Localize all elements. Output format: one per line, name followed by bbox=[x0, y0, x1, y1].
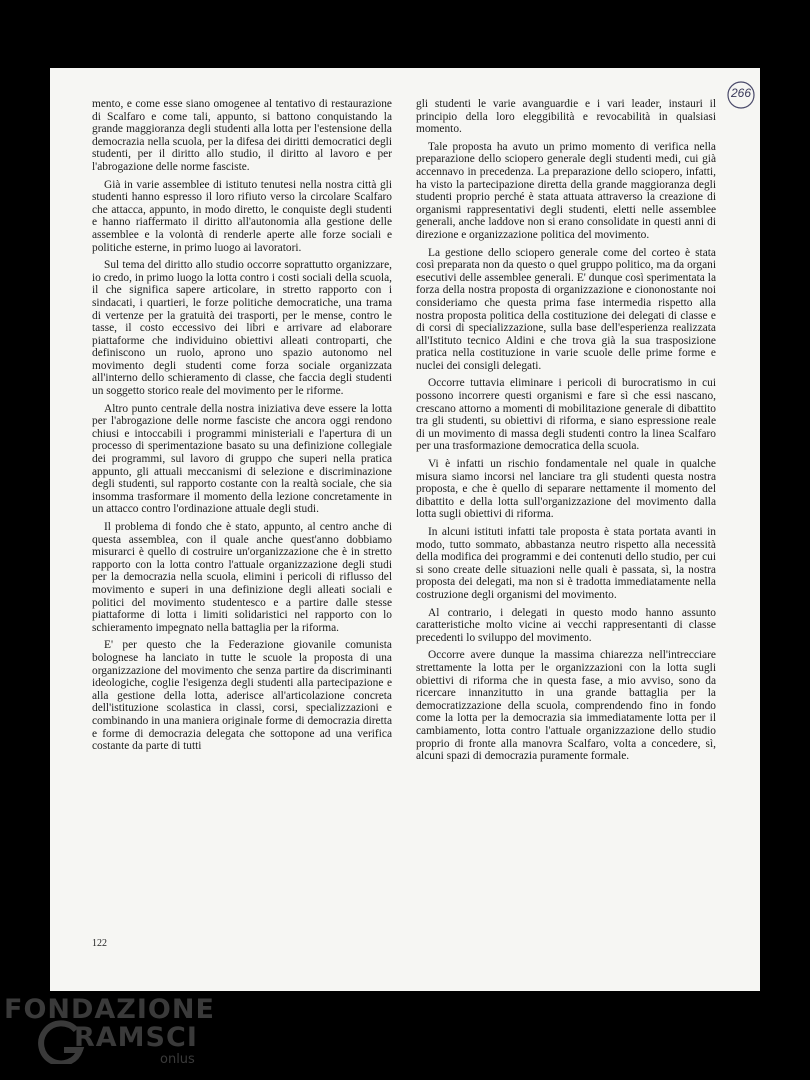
left-column bbox=[92, 98, 392, 758]
paragraph: Al contrario, i delegati in questo modo hanno assunto caratteristiche molto vicine ai vecchi rappresentanti di classe precedenti lo sviluppo del movimento. bbox=[416, 606, 716, 644]
page-number: 122 bbox=[92, 938, 107, 949]
paragraph: Tale proposta ha avuto un primo momento di verifica nella preparazione dello sciopero generale degli studenti medi, cui già accennavo in precedenza. La preparazione dello sciopero, infatti, ha visto la partecipazione diretta della grande maggioranza degli studenti proprio perché è stata attuata attraverso la creazione di organismi rappresentativi degli studenti, eletti nelle assemblee generali, anche laddove non si erano consolidate in questi anni di direzione e organizzazione politica del movimento. bbox=[416, 140, 716, 241]
paragraph: Occorre avere dunque la massima chiarezza nell'intrecciare strettamente la lotta per le organizzazioni con la lotta sugli obiettivi di riforma che in questa fase, a mio avviso, sono da ricercare innanzitutto in una grande battaglia per la democratizzazione della scuola, comprendendo fino in fondo come la lotta per la democrazia sia immediatamente lotta per il cambiamento, lotta contro l'attuale organizzazione dello studio proprio di fronte alla manovra Scalfaro, volta a concedere, sì, alcuni spazi di democrazia puramente formale. bbox=[416, 649, 716, 763]
archive-number: 266 bbox=[730, 86, 752, 100]
paragraph: Già in varie assemblee di istituto tenutesi nella nostra città gli studenti hanno espresso il loro rifiuto verso la circolare Scalfaro che attacca, appunto, in modo diretto, le conquiste degli studenti e hanno riaffermato il diritto all'autonomia alla gestione delle assemblee e la volontà di renderle aperte alle forze sociali e politiche esterne, in primo luogo ai lavoratori. bbox=[92, 178, 392, 254]
archive-number-stamp bbox=[726, 80, 756, 110]
fondazione-gramsci-watermark bbox=[0, 992, 240, 1080]
paragraph: Altro punto centrale della nostra iniziativa deve essere la lotta per l'abrogazione delle norme fasciste che ancora oggi rendono chiusi e intoccabili i programmi ministeriali e l'apertura di un processo di sperimentazione basato su una definizione collegiale dei programmi, sul lavoro di gruppo che superi nella pratica appunto, gli attuali meccanismi di selezione e discriminazione degli studenti, sul rapporto costante con la realtà sociale, che sia insomma trasformare il momento della lezione concretamente in un attacco contro l'ordinazione attuale degli studi. bbox=[92, 402, 392, 516]
right-column bbox=[416, 98, 716, 768]
watermark-line2: RAMSCI bbox=[74, 1022, 198, 1053]
document-page bbox=[50, 68, 760, 991]
watermark-sub: onlus bbox=[160, 1052, 195, 1067]
paragraph: Sul tema del diritto allo studio occorre soprattutto organizzare, io credo, in primo luogo la lotta contro i costi sociali della scuola, il che significa sapere articolare, in stretto rapporto con i sindacati, i quartieri, le forze politiche democratiche, una trama di vertenze per la gratuità dei trasporti, per le mense, contro le tasse, il costo eccessivo dei libri e arrivare ad elaborare piattaforme che individuino obiettivi alleati controparti, che definiscono un ruolo, aprono uno spazio autonomo nel movimento degli studenti come forza sociale organizzata all'interno dello schieramento di classe, che faccia degli studenti un soggetto storico reale del movimento per le riforme. bbox=[92, 259, 392, 398]
paragraph: E' per questo che la Federazione giovanile comunista bolognese ha lanciato in tutte le scuole la proposta di una organizzazione del movimento che senza partire da discriminanti ideologiche, coglie l'esigenza degli studenti alla partecipazione e alla gestione della lotta, aderisce all'articolazione concreta dell'istituzione scolastica in classi, corsi, specializzazioni e combinando in una maniera originale forme di democrazia diretta e forme di democrazia delegata che sottopone ad una verifica costante da parte di tutti bbox=[92, 639, 392, 753]
paragraph: mento, e come esse siano omogenee al tentativo di restaurazione di Scalfaro e come tali, appunto, si battono conquistando la grande maggioranza degli studenti alla lotta per l'estensione della democrazia nella scuola, per la difesa dei diritti democratici degli studenti, per il diritto allo studio, il diritto al lavoro e per l'abrogazione delle norme fasciste. bbox=[92, 98, 392, 173]
paragraph: In alcuni istituti infatti tale proposta è stata portata avanti in modo, tutto sommato, abbastanza neutro rispetto alla necessità della modifica dei programmi e dei contenuti dello studio, per cui si sono create delle situazioni nelle quali è passata, sì, la nostra proposta dei delegati, ma non si è tradotta immediatamente nella costruzione degli organismi del movimento. bbox=[416, 526, 716, 601]
paragraph: gli studenti le varie avanguardie e i vari leader, instauri il principio della loro eleggibilità e revocabilità in qualsiasi momento. bbox=[416, 98, 716, 136]
paragraph: La gestione dello sciopero generale come del corteo è stata così preparata non da questo o quel gruppo politico, ma da organi esecutivi delle assemblee generali. E' dunque così sperimentata la forza della nostra proposta di organizzazione e ciononostante noi consideriamo che questa prima fase intermedia rispetto alla nostra proposta politica della costituzione dei delegati di classe e di corsi di specializzazione, sulla base dell'esperienza realizzata all'Istituto tecnico Aldini e che trova già la sua trasposizione pratica nella costituzione in varie scuole delle prime forme e nuclei dei consigli delegati. bbox=[416, 246, 716, 372]
paragraph: Vi è infatti un rischio fondamentale nel quale in qualche misura siamo incorsi nel lanciare tra gli studenti questa nostra proposta, e che è quello di separare nettamente il momento del dibattito e della lotta sull'organizzazione del movimento dalla lotta sugli obiettivi di riforma. bbox=[416, 458, 716, 521]
paragraph: Occorre tuttavia eliminare i pericoli di burocratismo in cui possono incorrere questi organismi e fare sì che essi nascano, crescano attorno a momenti di mobilitazione generale di dibattito tra gli studenti, su obiettivi di riforma, e siano espressione reale di un movimento di massa degli studenti contro la linea Scalfaro per una trasformazione democratica della scuola. bbox=[416, 377, 716, 453]
paragraph: Il problema di fondo che è stato, appunto, al centro anche di questa assemblea, con il quale anche quest'anno dobbiamo misurarci è quello di costruire un'organizzazione che è in stretto rapporto con la lotta contro l'attuale organizzazione degli studi per la democrazia nella scuola, elimini i pericoli di riflusso del movimento e superi in una definizione degli alleati sociali e politici del movimento studentesco e a partire dalle stesse piattaforme di lotta i limiti solidaristici nel rapporto con lo schieramento impegnato nella battaglia per la riforma. bbox=[92, 521, 392, 634]
watermark-line1: FONDAZIONE bbox=[4, 994, 215, 1025]
